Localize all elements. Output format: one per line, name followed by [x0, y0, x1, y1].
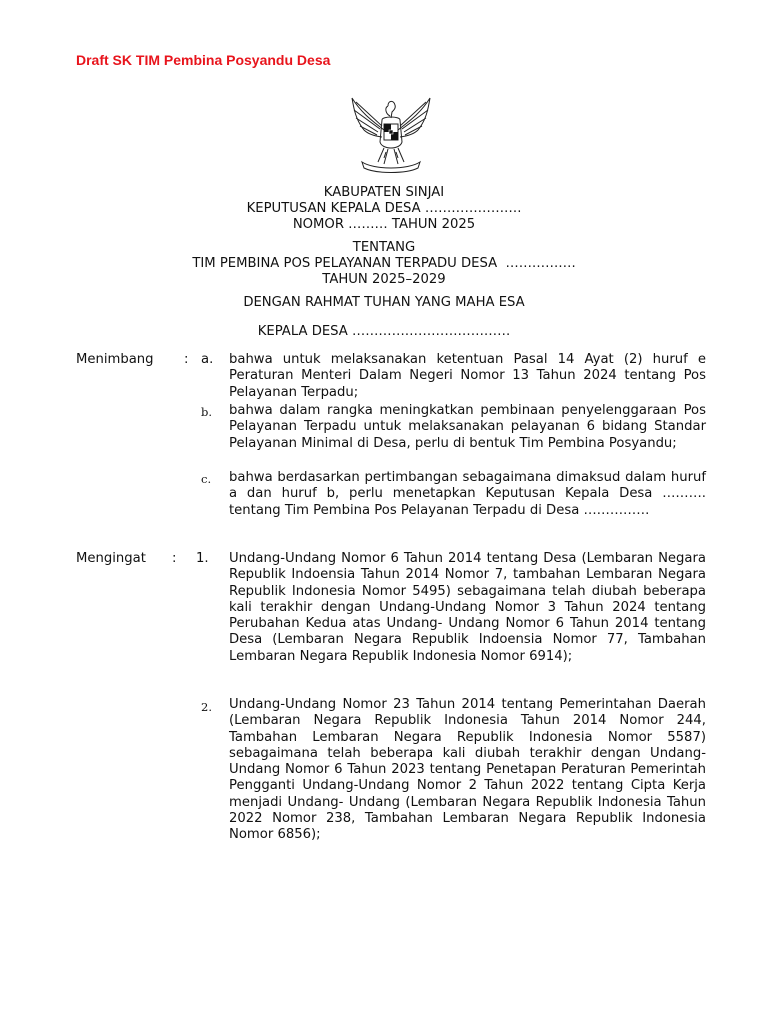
garuda-emblem-icon: [344, 92, 438, 174]
document-subject: [0, 240, 768, 288]
menimbang-label: Menimbang: [76, 352, 154, 367]
mengingat-item-2: Undang-Undang Nomor 23 Tahun 2014 tentang Pemerintahan Daerah (Lembaran Negara Republik Indonesia Tahun 2014 Nomor 244, Tambahan Lembaran Negara Republik Indonesia Nomor 5587) sebagaimana telah beberapa kali diubah terakhir dengan Undang-Undang Nomor 6 Tahun 2023 tentang Penetapan Peraturan Pemerintah Pengganti Undang-Undang Nomor 2 Tahun 2022 tentang Cipta Kerja menjadi Undang- Undang (Lembaran Negara Republik Indonesia Tahun 2022 Nomor 238, Tambahan Lembaran Negara Republik Indonesia Nomor 6856);: [229, 697, 706, 842]
menimbang-mark-b: b.: [201, 405, 213, 419]
rahmat-line: DENGAN RAHMAT TUHAN YANG MAHA ESA: [243, 295, 525, 310]
menimbang-item-c: bahwa berdasarkan pertimbangan sebagaimana dimaksud dalam huruf a dan huruf b, perlu menetapkan Keputusan Kepala Desa ………. tentang Tim Pembina Pos Pelayanan Terpadu di Desa ……………: [229, 470, 706, 518]
subject-line-1: TIM PEMBINA POS PELAYANAN TERPADU DESA …………….: [192, 256, 576, 271]
mengingat-mark-2: 2.: [201, 700, 212, 714]
mengingat-label: Mengingat: [76, 551, 146, 566]
menimbang-mark-c: c.: [201, 472, 212, 486]
menimbang-item-b: bahwa dalam rangka meningkatkan pembinaan penyelenggaraan Pos Pelayanan Terpadu untuk melaksanakan pelayanan 6 bidang Standar Pelayanan Minimal di Desa, perlu di bentuk Tim Pembina Posyandu;: [229, 403, 706, 451]
heading-decree: KEPUTUSAN KEPALA DESA ………………….: [246, 201, 522, 216]
menimbang-colon: :: [184, 352, 189, 367]
menimbang-item-a: bahwa untuk melaksanakan ketentuan Pasal 14 Ayat (2) huruf e Peraturan Menteri Dalam Negeri Nomor 13 Tahun 2024 tentang Pos Pelayanan Terpadu;: [229, 352, 706, 400]
kepala-desa-line: KEPALA DESA ………………………………: [257, 324, 511, 339]
heading-regency: KABUPATEN SINJAI: [323, 185, 445, 200]
mengingat-item-1: Undang-Undang Nomor 6 Tahun 2014 tentang Desa (Lembaran Negara Republik Indoensia Tahun 2014 Nomor 7, tambahan Lembaran Negara Republik Indonesia Nomor 5495) sebagaimana telah diubah beberapa kali terakhir dengan Undang-Undang Nomor 3 Tahun 2024 tentang Perubahan Kedua atas Undang- Undang Nomor 6 Tahun 2014 tentang Desa (Lembaran Negara Republik Indoensia Nomor 77, Tambahan Lembaran Negara Republik Indonesia Nomor 6914);: [229, 551, 706, 664]
document-heading: [0, 185, 768, 233]
mengingat-mark-1: 1.: [196, 551, 209, 566]
draft-title: Draft SK TIM Pembina Posyandu Desa: [76, 52, 331, 68]
subject-line-2: TAHUN 2025–2029: [322, 272, 446, 287]
menimbang-mark-a: a.: [201, 352, 214, 367]
heading-number: NOMOR ……… TAHUN 2025: [292, 217, 476, 232]
subject-tentang: TENTANG: [352, 240, 416, 255]
mengingat-colon: :: [172, 551, 177, 566]
